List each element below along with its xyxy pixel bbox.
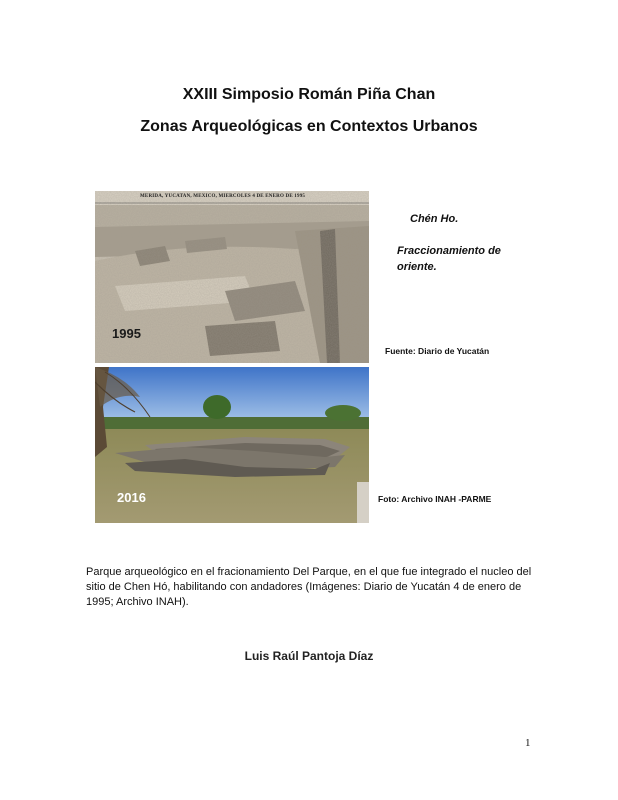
year-label-1995: 1995 <box>112 326 141 341</box>
site-name-label: Chén Ho. <box>410 213 459 225</box>
source-2016-label: Foto: Archivo INAH -PARME <box>378 494 492 504</box>
document-title: XXIII Simposio Román Piña Chan <box>182 86 436 103</box>
source-1995-label: Fuente: Diario de Yucatán <box>385 346 490 356</box>
author-name: Luis Raúl Pantoja Díaz <box>244 649 374 663</box>
figure-caption: Parque arqueológico en el fracionamiento Del Parque, en el que fue integrado el nucleo del sitio de Chen Hó, habilitando con andadores (Imágenes: Diario de Yucatán 4 de enero de 1995; Archivo INAH). <box>86 566 532 608</box>
newspaper-header: MERIDA, YUCATAN, MEXICO, MIERCOLES 4 DE ENERO DE 1995 <box>140 194 306 199</box>
document-subtitle: Zonas Arqueológicas en Contextos Urbanos <box>140 118 478 135</box>
year-label-2016: 2016 <box>117 490 146 505</box>
page-number: 1 <box>525 737 531 749</box>
site-subdivision-label: Fraccionamiento de oriente. <box>397 245 501 273</box>
